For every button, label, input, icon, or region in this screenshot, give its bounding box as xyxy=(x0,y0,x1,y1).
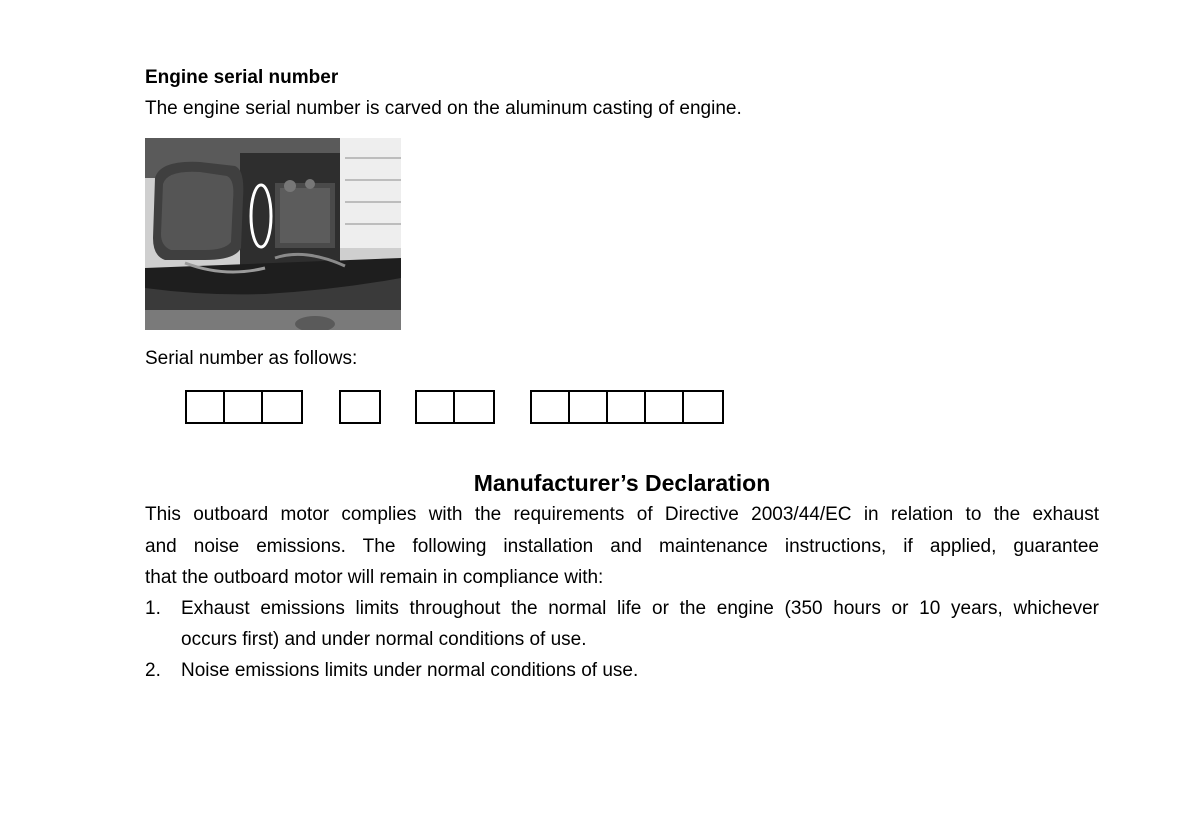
serial-cell[interactable] xyxy=(187,392,225,422)
serial-cell[interactable] xyxy=(684,392,722,422)
serial-description: The engine serial number is carved on the aluminum casting of engine. xyxy=(145,98,742,119)
serial-cell[interactable] xyxy=(263,392,301,422)
section-heading-engine-serial: Engine serial number xyxy=(145,67,339,88)
serial-box-group-4[interactable] xyxy=(530,390,724,424)
serial-box-group-2[interactable] xyxy=(339,390,381,424)
list-item-number-1: 1. xyxy=(145,598,161,619)
serial-cell[interactable] xyxy=(417,392,455,422)
serial-box-group-3[interactable] xyxy=(415,390,495,424)
serial-cell[interactable] xyxy=(608,392,646,422)
declaration-paragraph-line-1: This outboard motor complies with the requirements of Directive 2003/44/EC in relation to the exhaust xyxy=(145,504,1099,525)
declaration-paragraph-line-2: and noise emissions. The following installation and maintenance instructions, if applied, guarantee xyxy=(145,536,1099,557)
serial-cell[interactable] xyxy=(225,392,263,422)
serial-box-group-1[interactable] xyxy=(185,390,303,424)
list-item-number-2: 2. xyxy=(145,660,161,681)
serial-cell[interactable] xyxy=(532,392,570,422)
list-item-2-line-1: Noise emissions limits under normal conditions of use. xyxy=(181,660,639,681)
serial-cell[interactable] xyxy=(570,392,608,422)
list-item-1-line-1: Exhaust emissions limits throughout the normal life or the engine (350 hours or 10 years, whichever xyxy=(181,598,1099,619)
serial-follows-label: Serial number as follows: xyxy=(145,348,358,369)
serial-cell[interactable] xyxy=(646,392,684,422)
engine-photo xyxy=(145,138,401,330)
serial-cell[interactable] xyxy=(455,392,493,422)
engine-photo-illustration xyxy=(145,138,401,330)
declaration-title: Manufacturer’s Declaration xyxy=(473,470,771,496)
list-item-1-line-2: occurs first) and under normal conditions of use. xyxy=(181,629,587,650)
declaration-paragraph-line-3: that the outboard motor will remain in compliance with: xyxy=(145,567,604,588)
serial-cell[interactable] xyxy=(341,392,379,422)
